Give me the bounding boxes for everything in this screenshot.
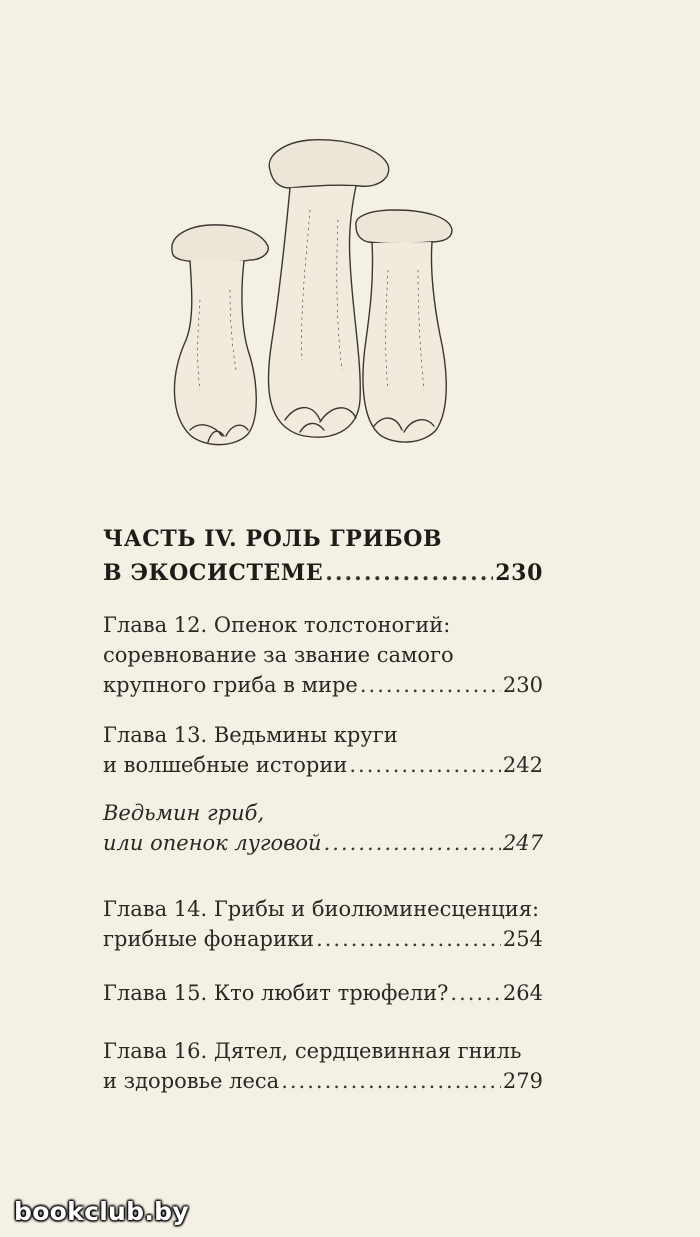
toc-chapter-title-line1: Глава 13. Ведьмины круги xyxy=(103,723,398,747)
toc-chapter-title-line2: и здоровье леса xyxy=(103,1069,280,1093)
table-of-contents xyxy=(103,522,543,1096)
toc-chapter-title-line1: Глава 15. Кто любит трюфели? xyxy=(103,981,449,1005)
left-mushroom-icon xyxy=(172,225,268,445)
site-watermark: bookclub.by xyxy=(14,1197,189,1226)
toc-chapter-title-line2: соревнование за звание самого xyxy=(103,643,454,667)
toc-page-number: 264 xyxy=(502,981,543,1005)
toc-leader-dots xyxy=(325,556,493,590)
mushroom-illustration xyxy=(160,130,460,450)
toc-leader-dots xyxy=(360,670,501,700)
toc-page-number: 230 xyxy=(502,673,543,697)
toc-part-title-line1: ЧАСТЬ IV. РОЛЬ ГРИБОВ xyxy=(103,526,443,552)
toc-page-number: 279 xyxy=(502,1069,543,1093)
toc-chapter-title-line3: крупного гриба в мире xyxy=(103,673,358,697)
toc-leader-dots xyxy=(324,828,501,858)
toc-chapter-15[interactable] xyxy=(103,978,543,1008)
toc-chapter-13[interactable] xyxy=(103,720,543,780)
toc-chapter-title-line1: Глава 14. Грибы и биолюминесценция: xyxy=(103,897,540,921)
toc-chapter-title-line2: и волшебные истории xyxy=(103,753,348,777)
toc-chapter-title-line1: Глава 16. Дятел, сердцевинная гниль xyxy=(103,1039,522,1063)
toc-chapter-title-line1: Глава 12. Опенок толстоногий: xyxy=(103,613,451,637)
toc-chapter-14[interactable] xyxy=(103,894,543,954)
toc-page-number: 247 xyxy=(502,831,543,855)
toc-page-number: 230 xyxy=(495,560,543,586)
toc-leader-dots xyxy=(316,924,501,954)
toc-subsection-witch-mushroom[interactable] xyxy=(103,798,543,858)
right-mushroom-icon xyxy=(356,210,452,442)
toc-page-number: 254 xyxy=(502,927,543,951)
toc-page-number: 242 xyxy=(502,753,543,777)
toc-leader-dots xyxy=(281,1066,501,1096)
toc-chapter-12[interactable] xyxy=(103,610,543,700)
toc-subsection-title-line2: или опенок луговой xyxy=(103,831,322,855)
toc-chapter-title-line2: грибные фонарики xyxy=(103,927,315,951)
toc-part-4[interactable] xyxy=(103,522,543,590)
toc-chapter-16[interactable] xyxy=(103,1036,543,1096)
toc-leader-dots xyxy=(349,750,501,780)
toc-part-title-line2: В ЭКОСИСТЕМЕ xyxy=(103,560,324,586)
toc-leader-dots xyxy=(450,978,501,1008)
toc-subsection-title-line1: Ведьмин гриб, xyxy=(103,801,265,825)
